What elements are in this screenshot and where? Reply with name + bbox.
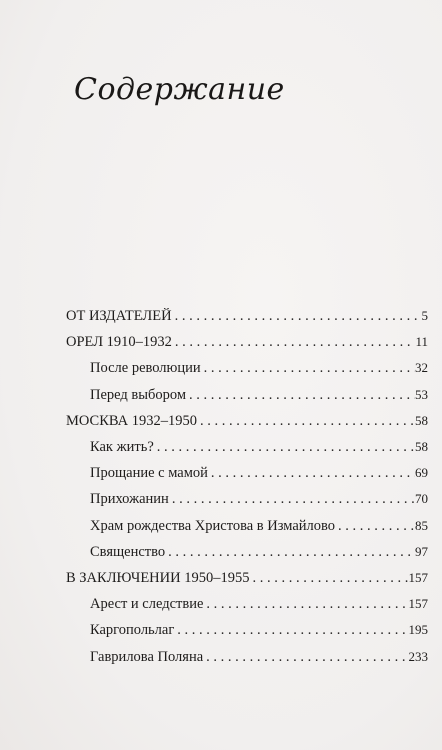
toc-entry[interactable] — [66, 413, 428, 433]
toc-entry-page: 157 — [408, 570, 428, 585]
toc-entry-title: После революции — [90, 360, 201, 377]
toc-entry-title: Священство — [90, 543, 166, 560]
toc-entry-page: 70 — [415, 491, 428, 507]
toc-leader-dots — [172, 334, 416, 351]
toc-entry[interactable] — [90, 360, 428, 380]
toc-entry-page: 5 — [421, 308, 428, 323]
toc-entry[interactable] — [66, 334, 428, 354]
toc-leader-dots — [335, 518, 415, 535]
toc-entry[interactable] — [90, 491, 428, 511]
toc-entry-page: 58 — [415, 439, 428, 454]
toc-leader-dots — [172, 308, 422, 325]
toc-entry-page: 58 — [415, 412, 428, 428]
toc-entry-title: Прихожанин — [90, 491, 169, 508]
toc-entry[interactable] — [90, 439, 428, 459]
toc-entry[interactable] — [90, 622, 428, 642]
toc-entry[interactable] — [90, 649, 428, 669]
toc-entry-title: В ЗАКЛЮЧЕНИИ 1950–1955 — [66, 570, 250, 586]
toc-leader-dots — [208, 465, 415, 482]
toc-leader-dots — [169, 491, 415, 508]
toc-entry[interactable] — [90, 518, 428, 538]
toc-entry[interactable] — [90, 387, 428, 407]
toc-leader-dots — [165, 544, 415, 561]
toc-entry-page: 32 — [415, 360, 428, 376]
toc-leader-dots — [197, 413, 415, 430]
toc-entry-title: Каргопольлаг — [90, 622, 175, 639]
toc-entry[interactable] — [66, 570, 428, 590]
toc-leader-dots — [203, 649, 408, 666]
toc-leader-dots — [186, 387, 415, 404]
toc-entry-title: Как жить? — [90, 439, 154, 455]
toc-leader-dots — [203, 596, 408, 613]
toc-entry[interactable] — [66, 308, 428, 328]
toc-entry-title: Арест и следствие — [90, 596, 204, 613]
toc-entry-page: 85 — [415, 517, 428, 533]
toc-entry-title: ОТ ИЗДАТЕЛЕЙ — [66, 308, 172, 324]
toc-entry-page: 11 — [415, 334, 428, 350]
toc-leader-dots — [249, 570, 408, 587]
toc-entry-title: Перед выбором — [90, 386, 187, 403]
toc-entry-page: 53 — [415, 386, 428, 402]
toc-entry[interactable] — [90, 544, 428, 564]
toc-entry-page: 97 — [415, 543, 428, 559]
toc-entry[interactable] — [90, 596, 428, 616]
toc-entry-title: Гаврилова Поляна — [90, 648, 204, 665]
toc-entry-title: Храм рождества Христова в Измайлово — [90, 517, 336, 534]
toc-entry-title: Прощание с мамой — [90, 465, 208, 482]
toc-entry-title: МОСКВА 1932–1950 — [66, 412, 197, 429]
toc-entry-page: 157 — [408, 596, 428, 612]
toc-leader-dots — [154, 439, 415, 456]
toc-entry-title: ОРЕЛ 1910–1932 — [66, 334, 172, 351]
toc-entry-page: 195 — [408, 622, 428, 638]
toc-entry[interactable] — [90, 465, 428, 485]
toc-entry-page: 69 — [415, 465, 428, 481]
toc-leader-dots — [174, 622, 408, 639]
page-title: Содержание — [74, 72, 285, 107]
toc-leader-dots — [201, 360, 415, 377]
toc-entry-page: 233 — [408, 648, 428, 664]
